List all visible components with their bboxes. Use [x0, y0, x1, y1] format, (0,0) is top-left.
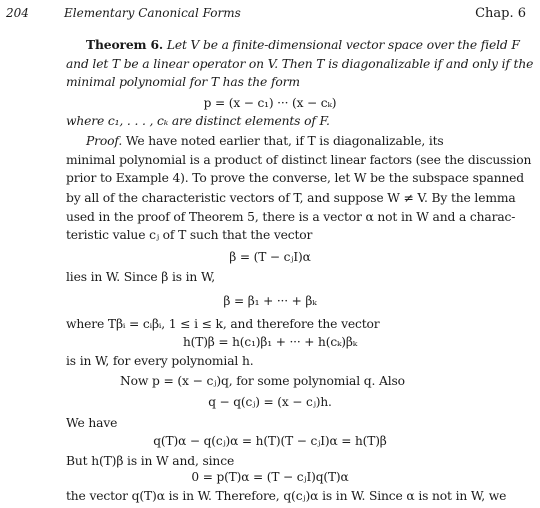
page-header [6, 6, 526, 26]
equation-4: h(T)β = h(c₁)β₁ + ··· + h(cₖ)βₖ [182, 335, 358, 350]
proof-line-3: prior to Example 4). To prove the converse, let W be the subspace spanned [66, 171, 525, 186]
proof-line-4: by all of the characteristic vectors of T, and suppose W ≠ V. By the lemma [66, 190, 516, 205]
theorem-line-3: minimal polynomial for T has the form [66, 75, 300, 90]
proof-line-6: teristic value cⱼ of T such that the vector [66, 228, 313, 243]
equation-3: β = β₁ + ··· + βₖ [223, 294, 317, 309]
theorem-line-1 [86, 35, 520, 55]
theorem-line-4: where c₁, . . . , cₖ are distinct elements of F. [66, 114, 330, 129]
proof-line-10: Now p = (x − cⱼ)q, for some polynomial q. Also [120, 373, 405, 388]
equation-5: q − q(cⱼ) = (x − cⱼ)h. [208, 394, 332, 409]
proof-line-5: used in the proof of Theorem 5, there is a vector α not in W and a charac- [66, 209, 516, 224]
proof-line-12: But h(T)β is in W and, since [66, 453, 235, 468]
proof-line-2: minimal polynomial is a product of distinct linear factors (see the discussion [66, 152, 532, 167]
equation-7: 0 = p(T)α = (T − cⱼI)q(T)α [191, 470, 349, 485]
theorem-line-2: and let T be a linear operator on V. Then T is diagonalizable if and only if the [66, 56, 534, 71]
proof-line-8: where Tβᵢ = cᵢβᵢ, 1 ≤ i ≤ k, and therefore the vector [66, 316, 380, 331]
equation-2: β = (T − cⱼI)α [229, 249, 311, 264]
proof-line-11: We have [66, 416, 118, 431]
equation-1: p = (x − c₁) ··· (x − cₖ) [203, 95, 337, 110]
proof-heading: Proof. [86, 134, 123, 148]
page-number: 204 [6, 6, 29, 20]
equation-6: q(T)α − q(cⱼ)α = h(T)(T − cⱼI)α = h(T)β [153, 434, 387, 448]
theorem-heading: Theorem 6. [86, 37, 164, 52]
running-title: Elementary Canonical Forms [64, 6, 241, 20]
proof-line-13: the vector q(T)α is in W. Therefore, q(cⱼ)α is in W. Since α is not in W, we [66, 489, 507, 503]
chapter-label: Chap. 6 [475, 6, 526, 21]
proof-line-1 [86, 131, 444, 151]
theorem-text-1: Let V be a finite-dimensional vector space over the field F [163, 38, 520, 52]
proof-line-7: lies in W. Since β is in W, [66, 270, 216, 284]
proof-line-9: is in W, for every polynomial h. [66, 353, 254, 368]
proof-text-1: We have noted earlier that, if T is diagonalizable, its [122, 134, 444, 148]
